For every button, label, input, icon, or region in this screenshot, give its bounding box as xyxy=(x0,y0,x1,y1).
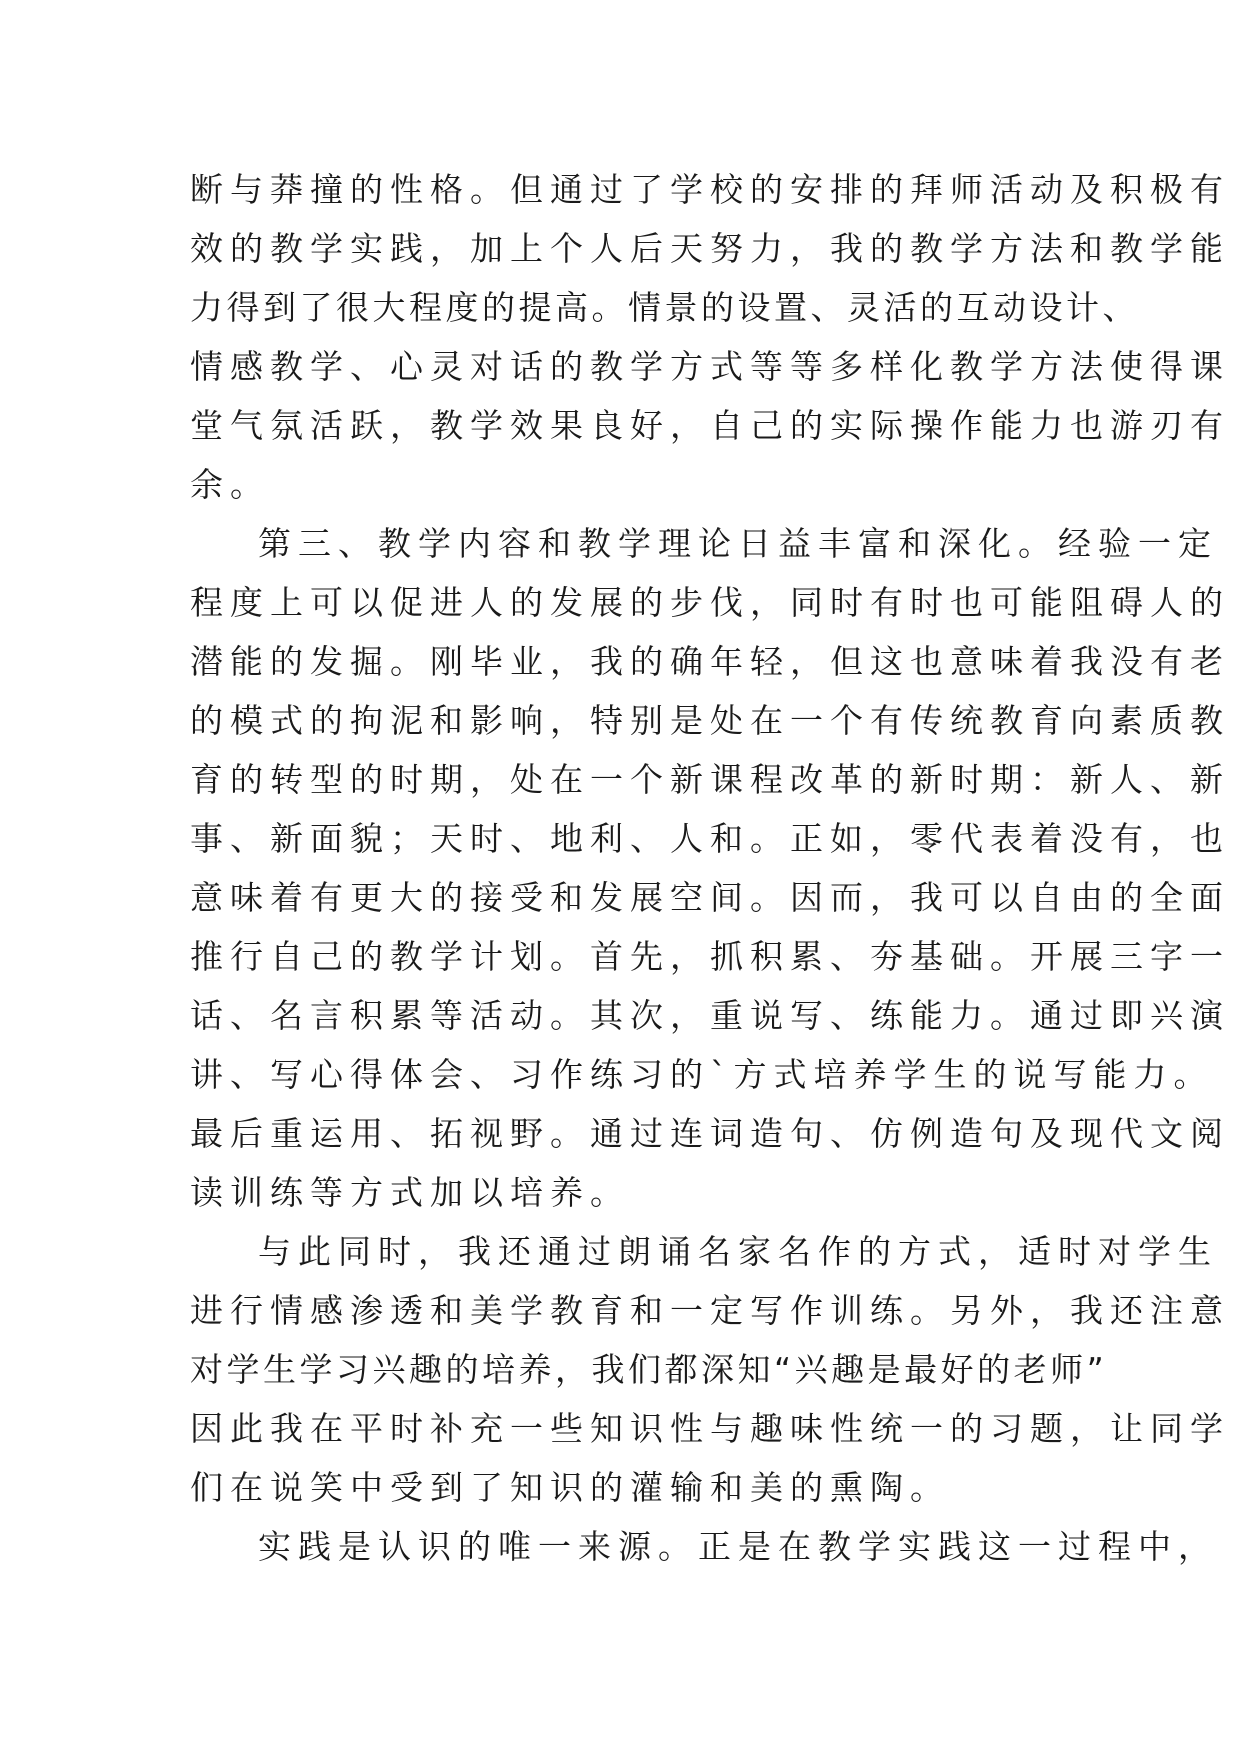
text-line: 对学生学习兴趣的培养，我们都深知“兴趣是最好的老师” xyxy=(190,1350,1108,1389)
text-line: 效的教学实践，加上个人后天努力，我的教学方法和教学能 xyxy=(190,229,1230,268)
text-line: 话、名言积累等活动。其次，重说写、练能力。通过即兴演 xyxy=(190,996,1230,1035)
text-line: 读训练等方式加以培养。 xyxy=(190,1173,630,1212)
text-line: 与此同时，我还通过朗诵名家名作的方式，适时对学生 xyxy=(258,1232,1218,1271)
paragraph xyxy=(190,1517,1218,1576)
text-line: 事、新面貌；天时、地利、人和。正如，零代表着没有，也 xyxy=(190,819,1230,858)
text-line: 程度上可以促进人的发展的步伐，同时有时也可能阻碍人的 xyxy=(190,583,1230,622)
text-line: 潜能的发掘。刚毕业，我的确年轻，但这也意味着我没有老 xyxy=(190,642,1230,681)
text-line: 讲、写心得体会、习作练习的`方式培养学生的说写能力。 xyxy=(190,1055,1214,1094)
paragraph xyxy=(190,160,1230,514)
text-line: 实践是认识的唯一来源。正是在教学实践这一过程中， xyxy=(258,1527,1218,1566)
body-text xyxy=(190,160,1230,1576)
text-line: 推行自己的教学计划。首先，抓积累、夯基础。开展三字一 xyxy=(190,937,1230,976)
paragraph xyxy=(190,514,1230,1222)
text-line: 的模式的拘泥和影响，特别是处在一个有传统教育向素质教 xyxy=(190,701,1230,740)
text-line: 意味着有更大的接受和发展空间。因而，我可以自由的全面 xyxy=(190,878,1230,917)
text-line: 因此我在平时补充一些知识性与趣味性统一的习题，让同学 xyxy=(190,1409,1230,1448)
text-line: 力得到了很大程度的提高。情景的设置、灵活的互动设计、 xyxy=(190,288,1139,327)
text-line: 们在说笑中受到了知识的灌输和美的熏陶。 xyxy=(190,1468,950,1507)
text-line: 最后重运用、拓视野。通过连词造句、仿例造句及现代文阅 xyxy=(190,1114,1230,1153)
text-line: 断与莽撞的性格。但通过了学校的安排的拜师活动及积极有 xyxy=(190,170,1230,209)
text-line: 情感教学、心灵对话的教学方式等等多样化教学方法使得课 xyxy=(190,347,1230,386)
paragraph xyxy=(190,1222,1230,1517)
text-line: 余。 xyxy=(190,465,270,504)
text-line: 堂气氛活跃，教学效果良好，自己的实际操作能力也游刃有 xyxy=(190,406,1230,445)
text-line: 进行情感渗透和美学教育和一定写作训练。另外，我还注意 xyxy=(190,1291,1230,1330)
text-line: 第三、教学内容和教学理论日益丰富和深化。经验一定 xyxy=(258,524,1218,563)
text-line: 育的转型的时期，处在一个新课程改革的新时期：新人、新 xyxy=(190,760,1230,799)
